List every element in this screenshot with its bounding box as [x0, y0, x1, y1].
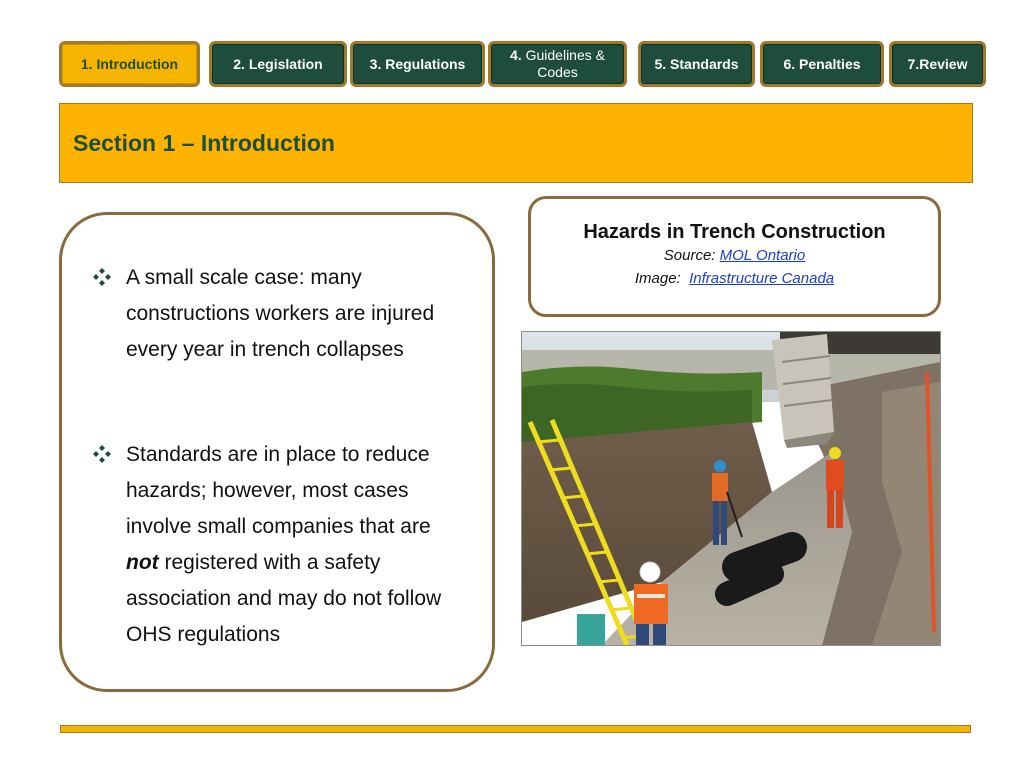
tab-introduction[interactable] [59, 41, 200, 87]
diamond-bullet-icon [92, 444, 112, 464]
tab-label: 7.Review [907, 55, 968, 72]
trench-photo [521, 331, 941, 646]
caption-card [528, 196, 941, 317]
tab-standards[interactable] [638, 41, 755, 87]
footer-bar [60, 725, 971, 733]
image-link[interactable]: Infrastructure Canada [689, 270, 835, 287]
tab-label-line2: Codes [537, 64, 578, 80]
tab-label: 5. Standards [654, 55, 739, 72]
bullet-card [59, 212, 495, 692]
section-title: Section 1 – Introduction [73, 129, 335, 156]
bullet-text [92, 437, 452, 653]
tab-label: 1. Introduction [80, 55, 179, 72]
tab-label-line1: Guidelines & [525, 47, 605, 63]
tab-guidelines-codes[interactable] [488, 41, 627, 87]
tab-label: 6. Penalties [783, 55, 861, 72]
diamond-bullet-icon [92, 267, 112, 287]
tab-legislation[interactable] [209, 41, 347, 87]
bullet-text: A small scale case: many constructions workers are injured every year in trench collapses [126, 266, 435, 361]
tab-review[interactable] [889, 41, 986, 87]
section-header [59, 103, 973, 183]
source-link[interactable]: MOL Ontario [719, 247, 806, 264]
tab-label: 2. Legislation [233, 55, 323, 72]
bullet-item [92, 260, 452, 368]
bullet-emphasis: not [126, 551, 159, 574]
bullet-item [92, 437, 452, 653]
caption-title: Hazards in Trench Construction [583, 221, 886, 243]
trench-illustration [522, 332, 940, 645]
tab-regulations[interactable] [350, 41, 485, 87]
tab-number: 4. [510, 47, 522, 63]
source-label: Source: [663, 247, 716, 264]
tab-label [506, 47, 609, 81]
bullet-text-pre: Standards are in place to reduce hazards; however, most cases involve small companies that are [126, 443, 431, 538]
bullet-text-post: registered with a safety association and may do not follow OHS regulations [126, 551, 442, 646]
caption-source-line [531, 244, 938, 267]
tab-label: 3. Regulations [369, 55, 466, 72]
caption-image-line [531, 267, 938, 290]
image-label: Image: [634, 270, 681, 287]
tab-penalties[interactable] [760, 41, 884, 87]
